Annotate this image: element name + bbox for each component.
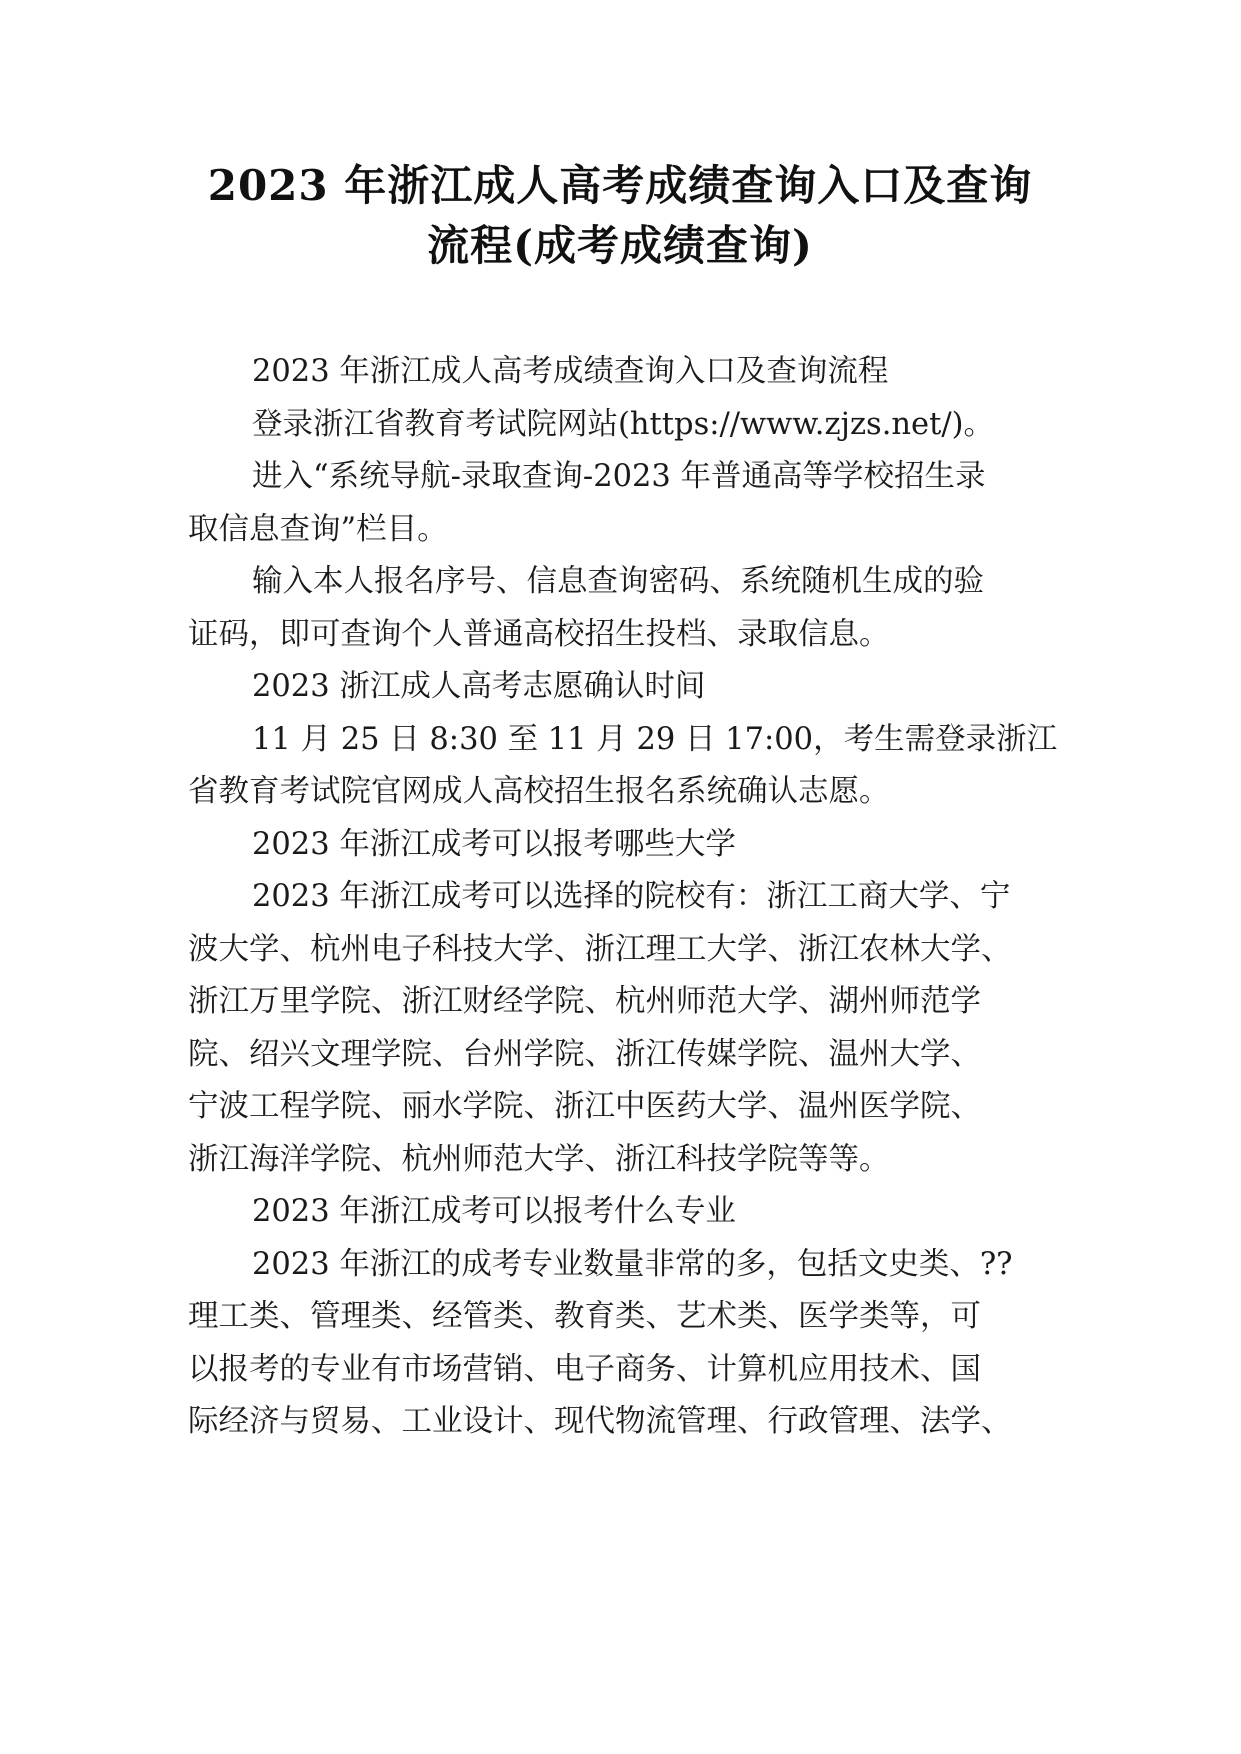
body-line: 以报考的专业有市场营销、电子商务、计算机应用技术、国 <box>188 1351 981 1387</box>
body-line: 2023 年浙江成考可以选择的院校有：浙江工商大学、宁 <box>252 879 1011 914</box>
body-line: 院、绍兴文理学院、台州学院、浙江传媒学院、温州大学、 <box>188 1036 981 1072</box>
body-line: 进入“系统导航-录取查询-2023 年普通高等学校招生录 <box>252 459 986 494</box>
document-title-line-1: 2023 年浙江成人高考成绩查询入口及查询 <box>207 161 1033 210</box>
body-line: 11 月 25 日 8:30 至 11 月 29 日 17:00，考生需登录浙江 <box>252 721 1058 757</box>
body-line: 2023 年浙江成考可以报考什么专业 <box>252 1194 736 1229</box>
body-line: 2023 年浙江的成考专业数量非常的多，包括文史类、?? <box>252 1246 1013 1282</box>
body-line: 浙江海洋学院、杭州师范大学、浙江科技学院等等。 <box>188 1141 890 1177</box>
document-title-line-2: 流程(成考成绩查询) <box>427 221 813 270</box>
body-line: 2023 年浙江成考可以报考哪些大学 <box>252 826 736 862</box>
body-line: 2023 浙江成人高考志愿确认时间 <box>252 669 706 704</box>
body-line: 证码，即可查询个人普通高校招生投档、录取信息。 <box>188 616 890 652</box>
body-line: 取信息查询”栏目。 <box>188 511 448 547</box>
body-line: 浙江万里学院、浙江财经学院、杭州师范大学、湖州师范学 <box>188 984 981 1019</box>
body-line: 宁波工程学院、丽水学院、浙江中医药大学、温州医学院、 <box>188 1089 981 1124</box>
body-line: 登录浙江省教育考试院网站(https://www.zjzs.net/)。 <box>252 406 995 442</box>
body-line: 理工类、管理类、经管类、教育类、艺术类、医学类等，可 <box>188 1299 981 1334</box>
body-line: 2023 年浙江成人高考成绩查询入口及查询流程 <box>252 354 889 389</box>
body-line: 波大学、杭州电子科技大学、浙江理工大学、浙江农林大学、 <box>188 931 1012 967</box>
body-line: 输入本人报名序号、信息查询密码、系统随机生成的验 <box>252 564 984 599</box>
body-line: 际经济与贸易、工业设计、现代物流管理、行政管理、法学、 <box>188 1404 1012 1439</box>
body-line: 省教育考试院官网成人高校招生报名系统确认志愿。 <box>188 774 890 809</box>
